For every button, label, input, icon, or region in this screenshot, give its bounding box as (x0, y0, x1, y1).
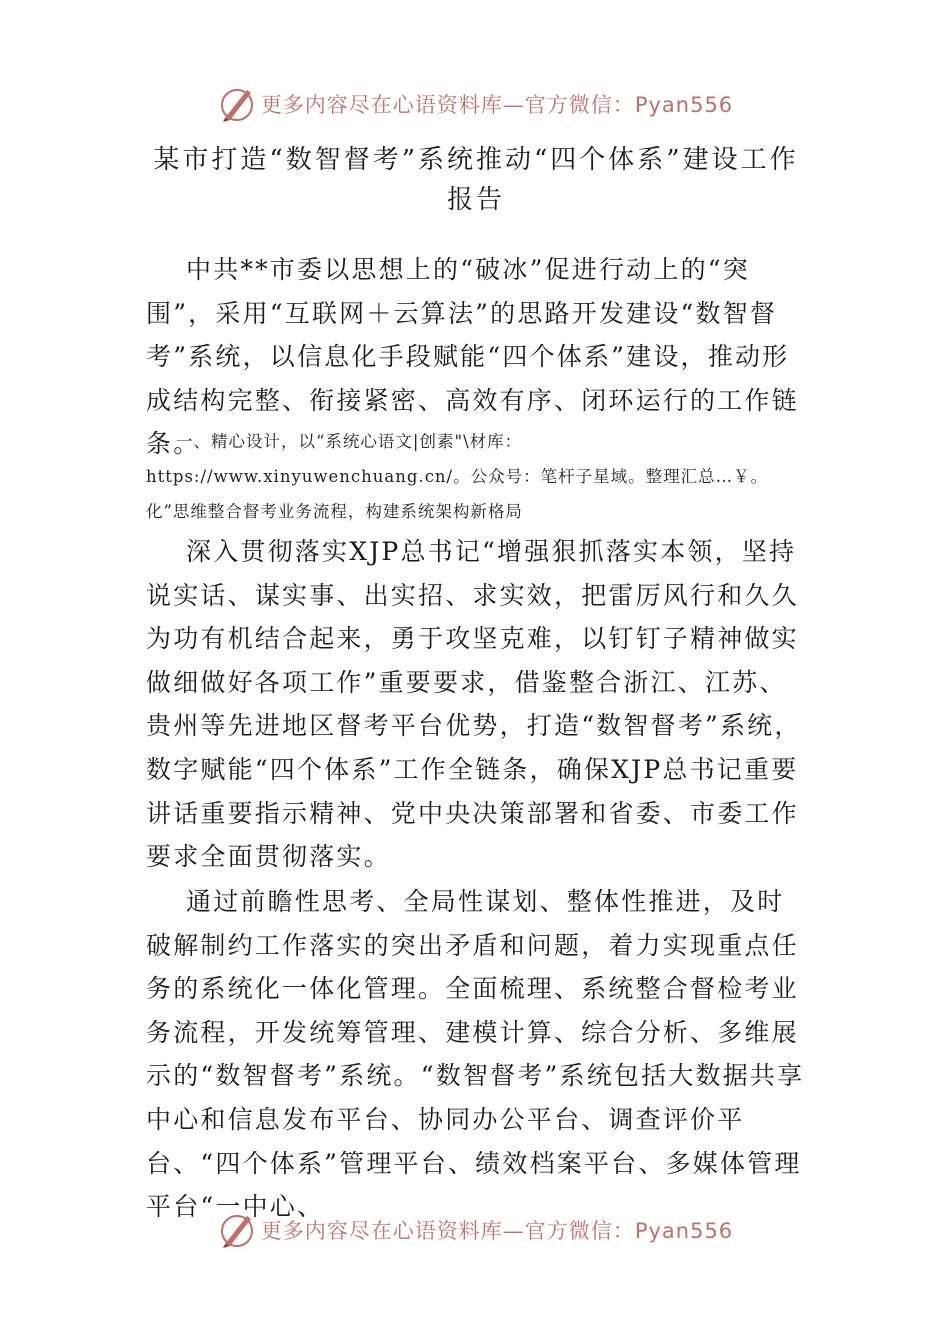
paragraph-body-2: 通过前瞻性思考、全局性谋划、整体性推进，及时破解制约工作落实的突出矛盾和问题，着力实现重点任务的系统化一体化管理。全面梳理、系统整合督检考业务流程，开发统筹管理、建模计算、综合分析、多维展示的“数智督考”系统。“数智督考”系统包括大数据共享中心和信息发布平台、协同办公平台、调查评价平台、“四个体系”管理平台、绩效档案平台、多媒体管理平台“一中心、 (146, 887, 805, 1222)
document-title: 某市打造“数智督考”系统推动“四个体系”建设工作报告 (153, 145, 799, 215)
section-heading-1: 一、精心设计，以“系统心语文|创素"\材库：https://www.xinyuwenchuang.cn/。公众号：笔杆子星域。整理汇总…￥。化”思维整合督考业务流程，构建系统架构新格局 (146, 432, 769, 521)
header-banner (0, 82, 950, 126)
banner-text: 更多内容尽在心语资料库—官方微信：Pyan556 (260, 93, 734, 117)
paragraph-body-1: 深入贯彻落实XJP总书记“增强狠抓落实本领，坚持说实话、谋实事、出实招、求实效，把雷厉风行和久久为功有机结合起来，勇于攻坚克难，以钉钉子精神做实做细做好各项工作”重要要求，借鉴整合浙江、江苏、贵州等先进地区督考平台优势，打造“数智督考”系统，数字赋能“四个体系”工作全链条，确保XJP总书记重要讲话重要指示精神、党中央决策部署和省委、市委工作要求全面贯彻落实。 (146, 537, 802, 872)
footer-banner (0, 1208, 950, 1252)
paragraph-intro: 中共**市委以思想上的“破冰”促进行动上的“突围”，采用“互联网＋云算法”的思路开发建设“数智督考”系统，以信息化手段赋能“四个体系”建设，推动形成结构完整、衔接紧密、高效有序、闭环运行的工作链条。 (146, 255, 799, 459)
banner-text: 更多内容尽在心语资料库—官方微信：Pyan556 (260, 1219, 734, 1243)
pen-logo-icon (217, 1210, 257, 1250)
pen-logo-icon (217, 84, 257, 124)
